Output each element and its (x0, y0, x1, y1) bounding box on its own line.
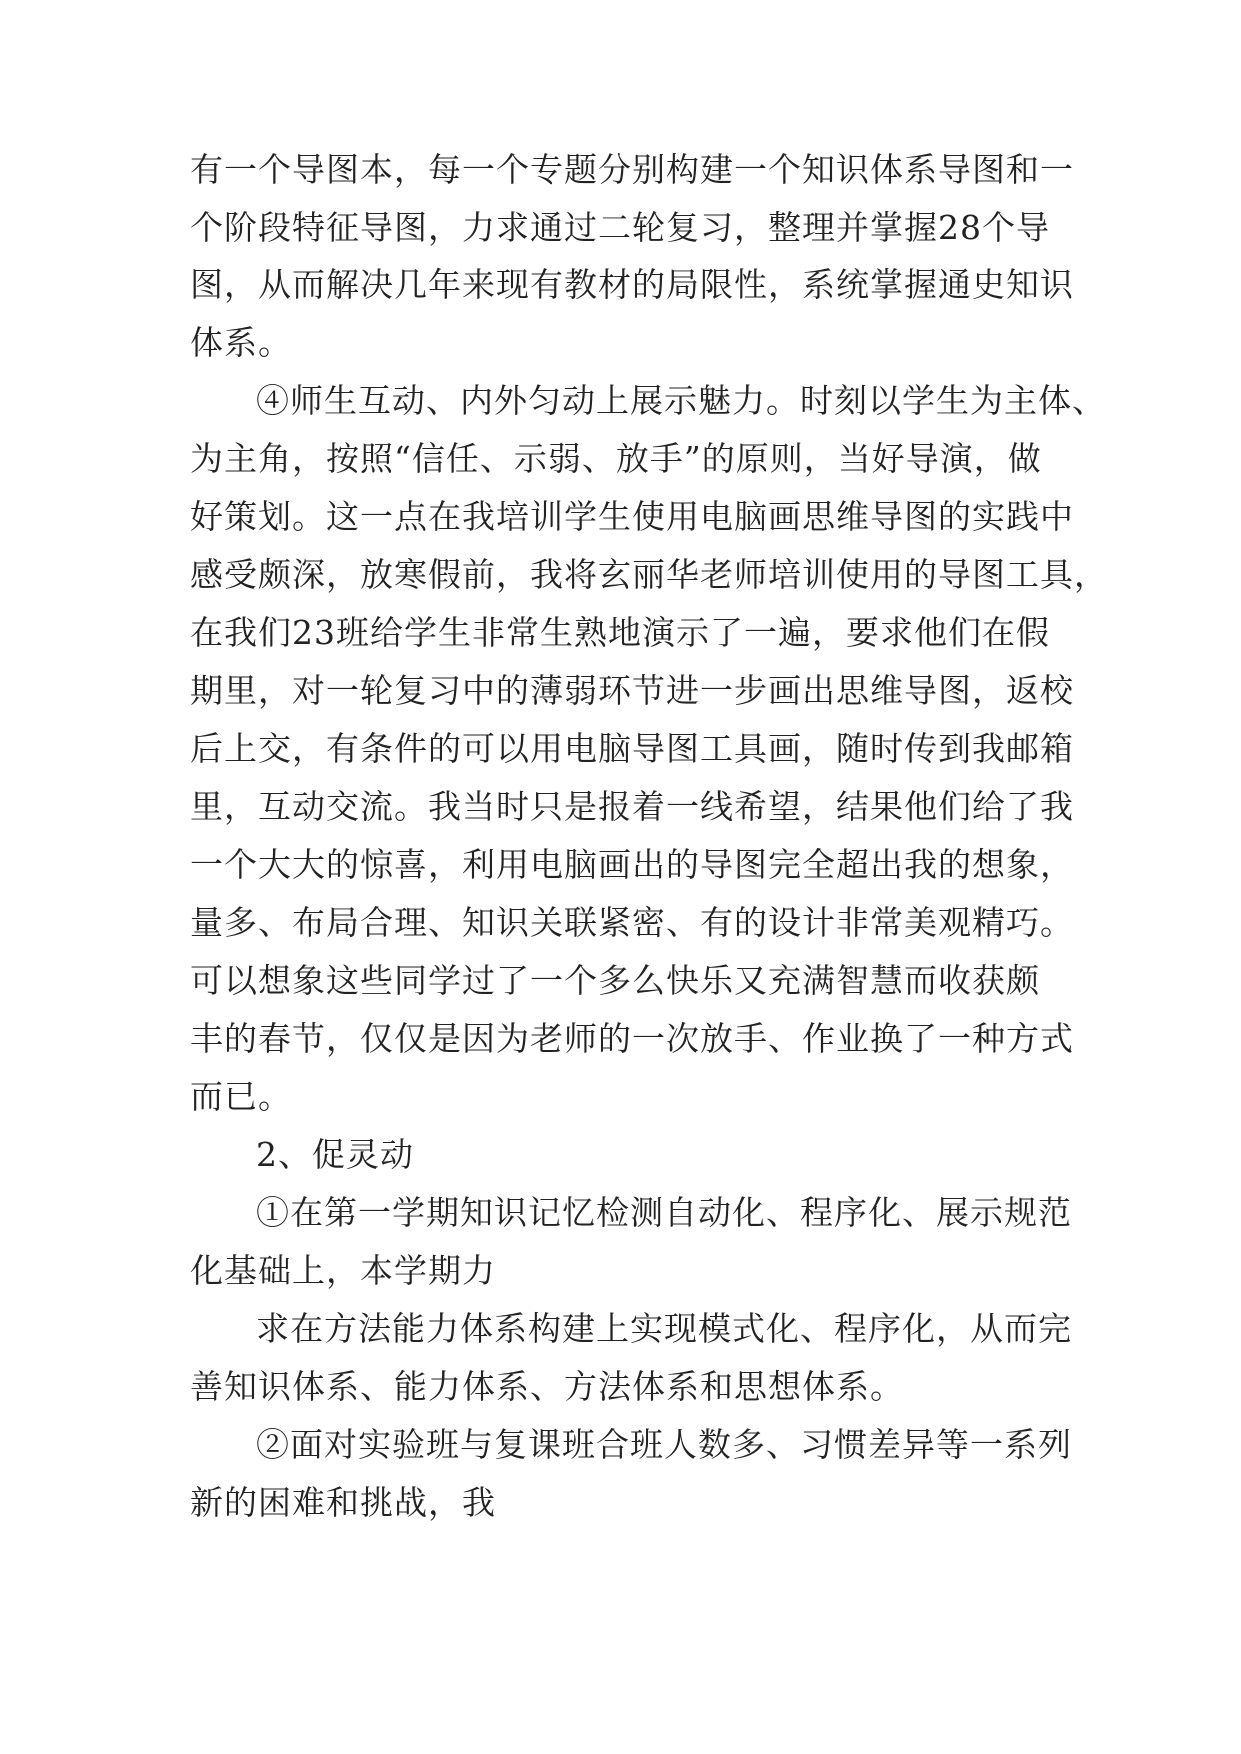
text-line: 体系。 (190, 323, 292, 362)
text-line: ①在第一学期知识记忆检测自动化、程序化、展示规范 (256, 1193, 1072, 1232)
text-line: 个阶段特征导图，力求通过二轮复习，整理并掌握28个导 (190, 208, 1050, 247)
text-line: 量多、布局合理、知识关联紧密、有的设计非常美观精巧。 (190, 903, 1074, 942)
text-line: 求在方法能力体系构建上实现模式化、程序化，从而完 (256, 1309, 1072, 1348)
text-line: 可以想象这些同学过了一个多么快乐又充满智慧而收获颇 (190, 961, 1040, 1000)
section-heading: 2、促灵动 (256, 1135, 414, 1174)
text-line: 在我们23班给学生非常生熟地演示了一遍，要求他们在假 (190, 613, 1050, 652)
text-line: 好策划。这一点在我培训学生使用电脑画思维导图的实践中 (190, 497, 1074, 536)
text-line: 而已。 (190, 1077, 292, 1116)
text-line: 丰的春节，仅仅是因为老师的一次放手、作业换了一种方式 (190, 1019, 1074, 1058)
text-line: 新的困难和挑战，我 (190, 1483, 496, 1522)
text-line: 图，从而解决几年来现有教材的局限性，系统掌握通史知识 (190, 265, 1074, 304)
text-line: 一个大大的惊喜，利用电脑画出的导图完全超出我的想象， (190, 845, 1074, 884)
text-line: ④师生互动、内外匀动上展示魅力。时刻以学生为主体、 (256, 381, 1106, 420)
text-line: 后上交，有条件的可以用电脑导图工具画，随时传到我邮箱 (190, 729, 1074, 768)
text-line: 感受颇深，放寒假前，我将玄丽华老师培训使用的导图工具， (190, 555, 1108, 594)
text-line: 为主角，按照“信任、示弱、放手”的原则，当好导演，做 (190, 439, 1042, 478)
text-line: ②面对实验班与复课班合班人数多、习惯差异等一系列 (256, 1425, 1072, 1464)
text-line: 化基础上，本学期力 (190, 1251, 496, 1290)
text-line: 善知识体系、能力体系、方法体系和思想体系。 (190, 1367, 904, 1406)
text-line: 期里，对一轮复习中的薄弱环节进一步画出思维导图，返校 (190, 671, 1074, 710)
text-line: 有一个导图本，每一个专题分别构建一个知识体系导图和一 (190, 150, 1074, 189)
text-line: 里，互动交流。我当时只是报着一线希望，结果他们给了我 (190, 787, 1074, 826)
